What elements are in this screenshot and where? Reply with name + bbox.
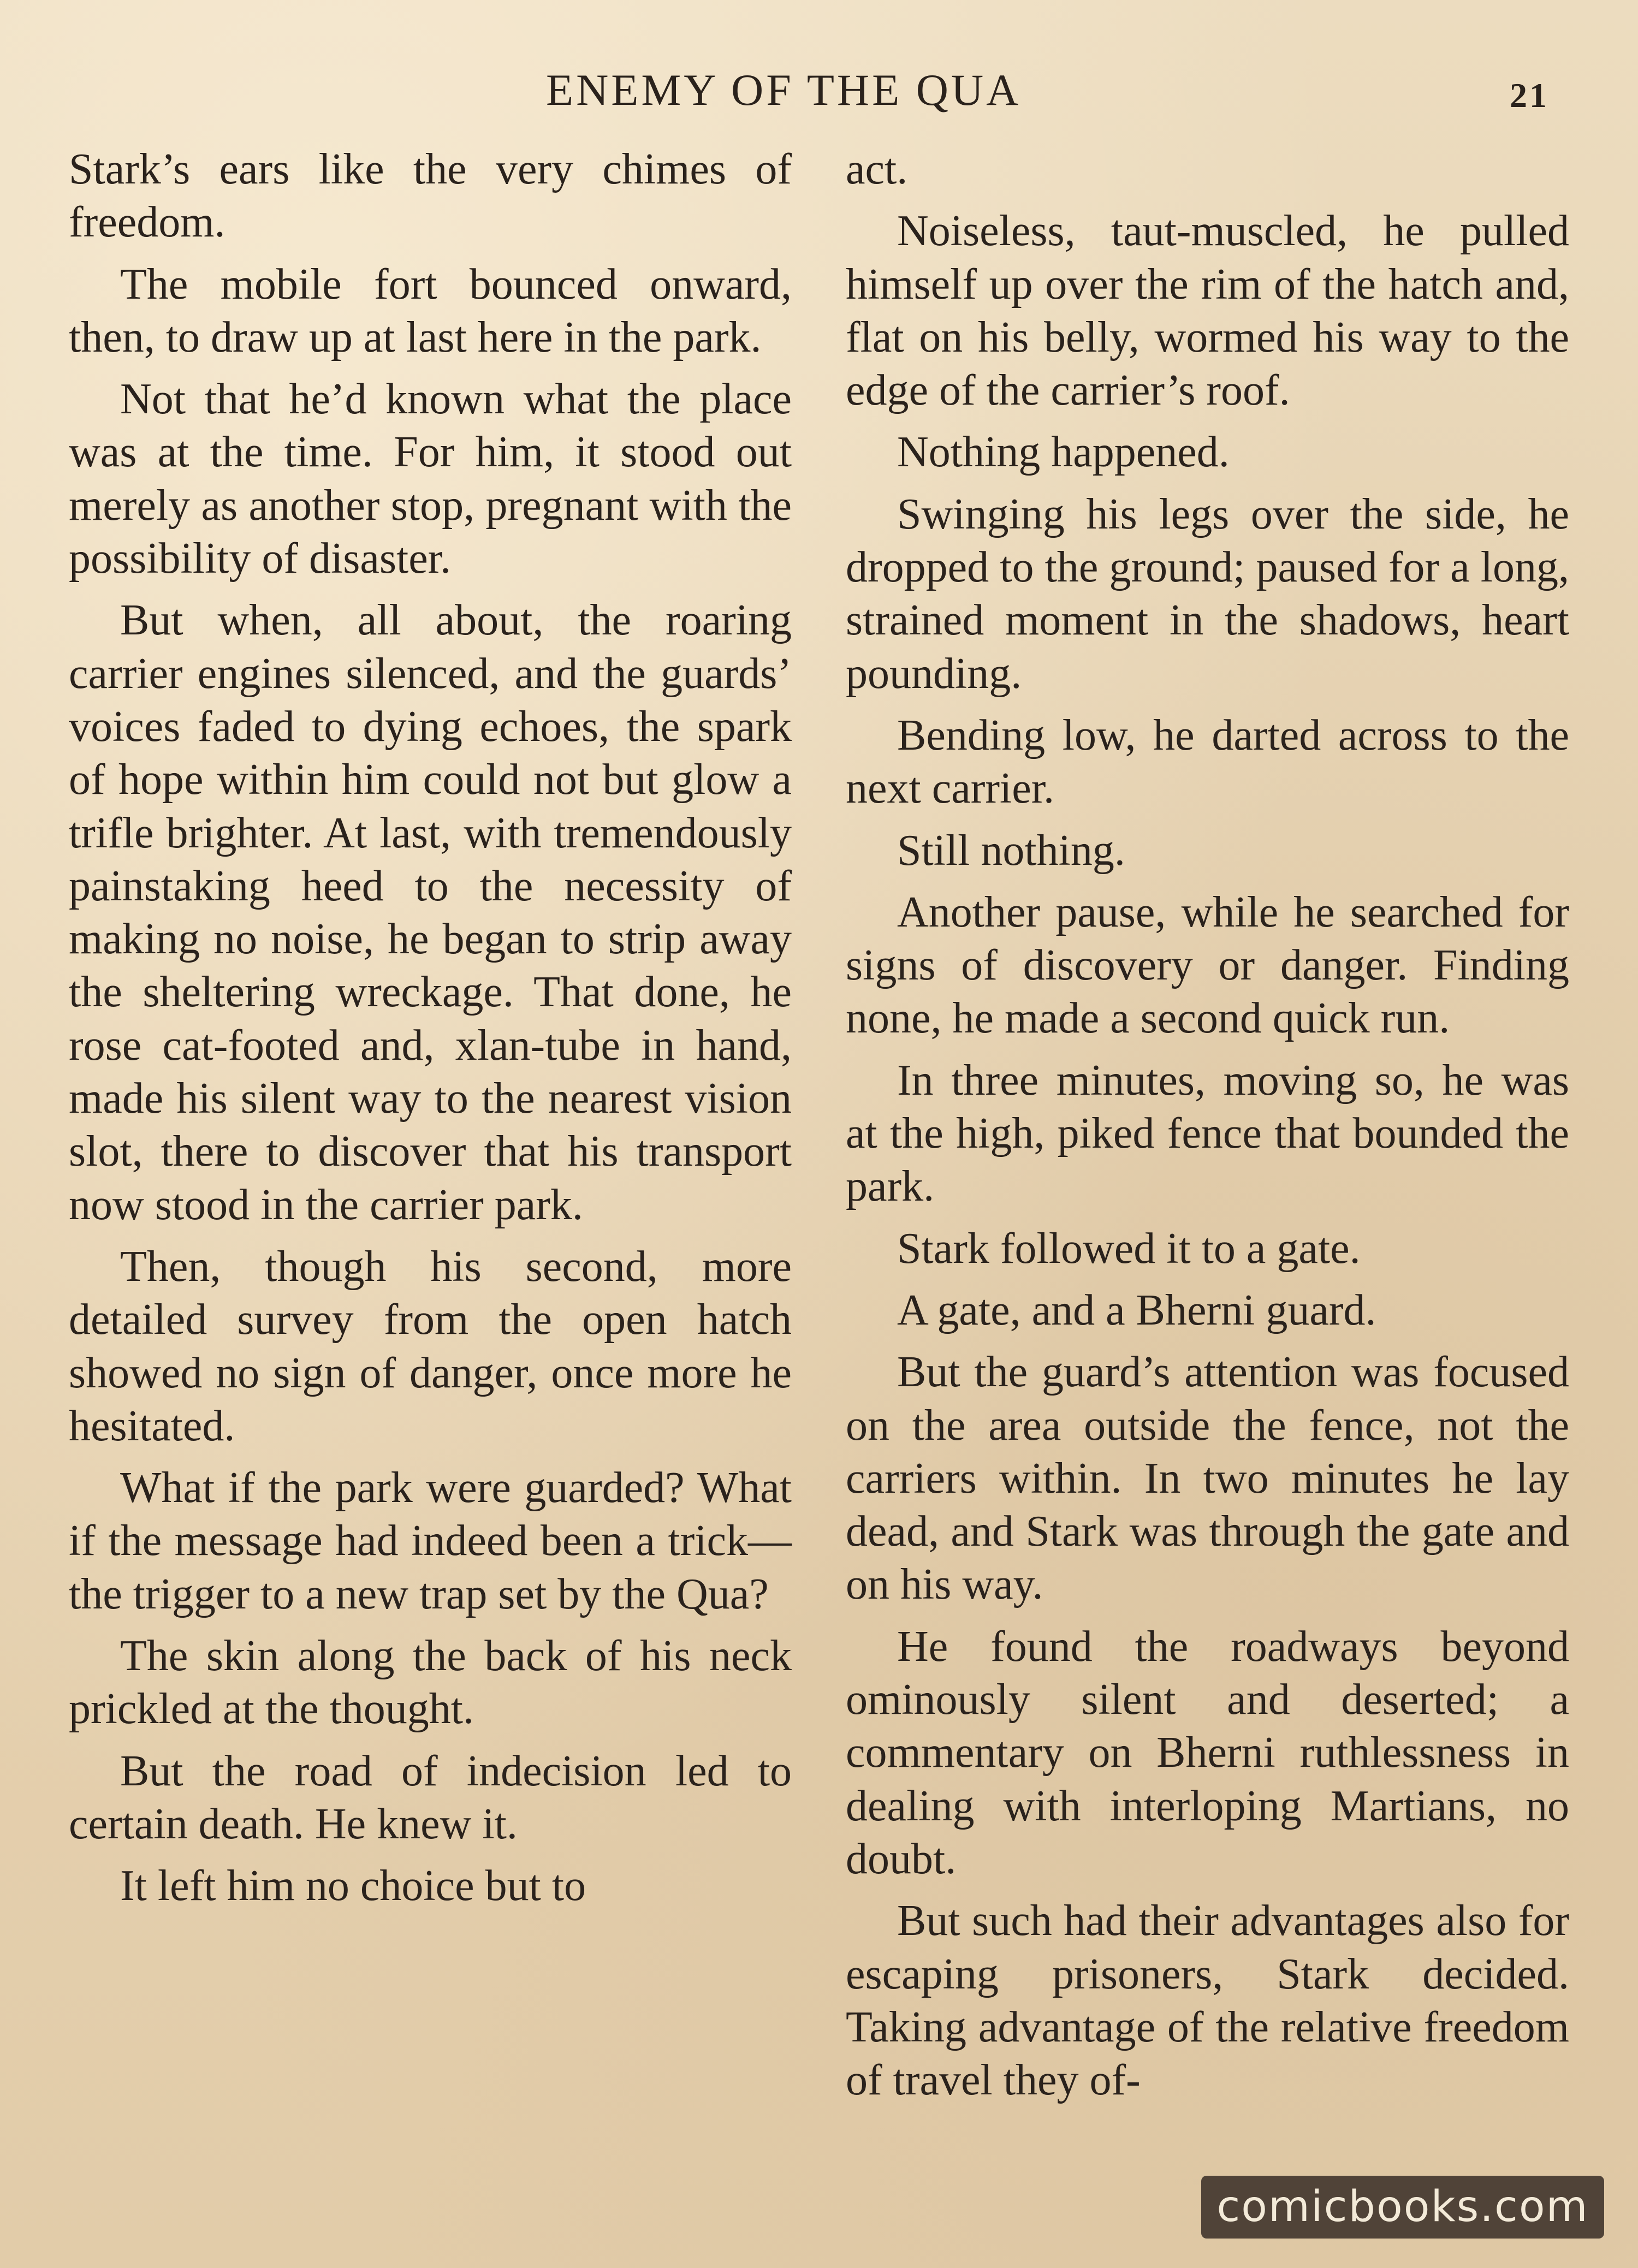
paragraph: He found the roadways beyond ominously silent and deserted; a commentary on Bherni ruthlessness in dealing with interloping Martians, no doubt. xyxy=(846,1622,1569,1883)
paragraph: But the road of indecision led to certain death. He knew it. xyxy=(69,1747,792,1848)
paragraph: Bending low, he darted across to the next carrier. xyxy=(846,711,1569,813)
paragraph: A gate, and a Bherni guard. xyxy=(897,1286,1376,1334)
watermark xyxy=(1201,2176,1604,2239)
paragraph: Stark’s ears like the very chimes of freedom. xyxy=(69,145,792,247)
running-head xyxy=(0,60,1638,120)
paragraph: Then, though his second, more detailed survey from the open hatch showed no sign of danger, once more he hesitated. xyxy=(69,1242,792,1450)
paragraph: Nothing happened. xyxy=(897,428,1230,477)
left-column xyxy=(69,143,792,1922)
paragraph: Not that he’d known what the place was at the time. For him, it stood out merely as another stop, pregnant with the possibility of disaster. xyxy=(69,375,792,583)
paragraph: Stark followed it to a gate. xyxy=(897,1224,1361,1273)
paragraph: But the guard’s attention was focused on the area outside the fence, not the carriers within. In two minutes he lay dead, and Stark was through the gate and on his way. xyxy=(846,1348,1569,1609)
paragraph: It left him no choice but to xyxy=(120,1862,586,1910)
paragraph: In three minutes, moving so, he was at the high, piked fence that bounded the park. xyxy=(846,1056,1569,1211)
page-number: 21 xyxy=(1510,76,1549,115)
paragraph: Swinging his legs over the side, he dropped to the ground; paused for a long, strained moment in the shadows, heart pounding. xyxy=(846,490,1569,698)
paragraph: The skin along the back of his neck prickled at the thought. xyxy=(69,1632,792,1733)
paragraph: Another pause, while he searched for signs of discovery or danger. Finding none, he made a second quick run. xyxy=(846,888,1569,1043)
watermark-text: comicbooks.com xyxy=(1216,2182,1589,2231)
right-column xyxy=(846,143,1569,2116)
paragraph: act. xyxy=(846,145,908,193)
paragraph: But such had their advantages also for escaping prisoners, Stark decided. Taking advantage of the relative freedom of travel they of- xyxy=(846,1897,1569,2105)
paragraph: But when, all about, the roaring carrier engines silenced, and the guards’ voices faded to dying echoes, the spark of hope within him could not but glow a trifle brighter. At last, with tremendously painstaking heed to the necessity of making no noise, he began to strip away the sheltering wreckage. That done, he rose cat-footed and, xlan-tube in hand, made his silent way to the nearest vision slot, there to discover that his transport now stood in the carrier park. xyxy=(69,596,792,1229)
paragraph: What if the park were guarded? What if the message had indeed been a trick—the trigger to a new trap set by the Qua? xyxy=(69,1464,792,1618)
paragraph: Noiseless, taut-muscled, he pulled himself up over the rim of the hatch and, flat on his belly, wormed his way to the edge of the carrier’s roof. xyxy=(846,207,1569,415)
paragraph: Still nothing. xyxy=(897,826,1125,875)
running-title: ENEMY OF THE QUA xyxy=(546,65,1022,115)
paragraph: The mobile fort bounced onward, then, to draw up at last here in the park. xyxy=(69,260,792,361)
